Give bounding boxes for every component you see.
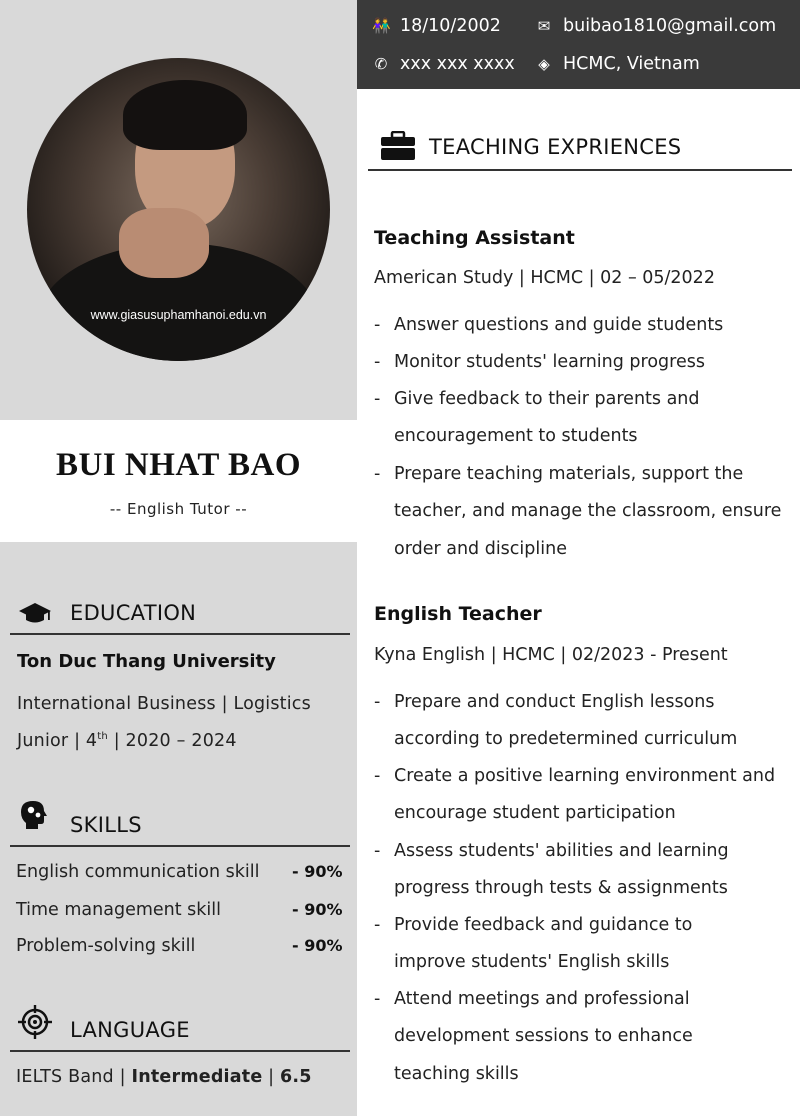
job-bullet: - Assess students' abilities and learning progress through tests & assignments [374, 841, 729, 899]
contact-location [535, 54, 700, 74]
job-bullet-text: Give feedback to their parents and encouragement to students [394, 389, 700, 447]
education-year [17, 731, 237, 751]
phone-value: xxx xxx xxxx [400, 54, 515, 74]
language-separator: | [262, 1067, 281, 1087]
skills-title: SKILLS [70, 813, 142, 837]
contact-phone [372, 54, 515, 74]
job-bullet: - Create a positive learning environment and encourage student participation [374, 766, 776, 824]
language-title: LANGUAGE [70, 1018, 190, 1042]
profile-photo-panel [0, 0, 357, 420]
job-bullet-text: Monitor students' learning progress [394, 352, 705, 372]
briefcase-icon [380, 131, 416, 161]
email-value[interactable]: buibao1810@gmail.com [563, 16, 777, 36]
education-year-suffix: | 2020 – 2024 [107, 731, 237, 751]
phone-icon: ✆ [374, 55, 388, 73]
skill-name: Problem-solving skill [16, 936, 196, 956]
job-bullet: - Monitor students' learning progress [374, 352, 705, 372]
skill-value: - 90% [292, 936, 343, 955]
job-bullet: - Prepare and conduct English lessons according to predetermined curriculum [374, 692, 738, 750]
contact-bar [357, 0, 800, 89]
job-title: English Teacher [374, 603, 542, 625]
target-icon [18, 1005, 52, 1039]
job-bullet-text: Prepare teaching materials, support the teacher, and manage the classroom, ensure order and discipline [394, 464, 782, 559]
education-title: EDUCATION [70, 601, 197, 625]
contact-birthdate [372, 16, 501, 36]
education-year-prefix: Junior | 4 [17, 731, 98, 751]
candidate-role: -- English Tutor -- [109, 500, 248, 518]
birthdate-value: 18/10/2002 [400, 16, 501, 36]
job-bullet-text: Provide feedback and guidance to improve students' English skills [394, 915, 693, 973]
graduation-cap-icon [18, 599, 52, 627]
job-bullet: - Prepare teaching materials, support the teacher, and manage the classroom, ensure order and discipline [374, 464, 782, 559]
people-icon: 👫 [372, 17, 391, 35]
skill-name: English communication skill [16, 862, 260, 882]
job-bullet: - Provide feedback and guidance to improve students' English skills [374, 915, 693, 973]
location-icon: ◈ [538, 55, 550, 73]
candidate-name: BUI NHAT BAO [56, 447, 301, 483]
job-bullet: - Answer questions and guide students [374, 315, 724, 335]
profile-photo [27, 58, 330, 361]
university-name: Ton Duc Thang University [17, 651, 276, 672]
skill-value: - 90% [292, 862, 343, 881]
experience-title: TEACHING EXPRIENCES [429, 135, 682, 159]
job-bullet-text: Answer questions and guide students [394, 315, 724, 335]
job-title: Teaching Assistant [374, 227, 575, 249]
skills-header [10, 803, 350, 847]
language-prefix: IELTS Band | [16, 1067, 132, 1087]
photo-hand [119, 208, 209, 278]
head-gears-icon [18, 799, 52, 833]
job-bullet-text: Attend meetings and professional development sessions to enhance teaching skills [394, 989, 693, 1084]
language-level [16, 1067, 312, 1087]
skill-value: - 90% [292, 900, 343, 919]
location-value: HCMC, Vietnam [563, 54, 700, 74]
job-meta: American Study | HCMC | 02 – 05/2022 [374, 268, 715, 288]
job-bullet-text: Assess students' abilities and learning progress through tests & assignments [394, 841, 729, 899]
language-level-value: Intermediate [131, 1067, 263, 1087]
job-meta: Kyna English | HCMC | 02/2023 - Present [374, 645, 728, 665]
language-header [10, 1008, 350, 1052]
education-year-sup: th [97, 731, 108, 743]
job-bullet-text: Create a positive learning environment and encourage student participation [394, 766, 776, 824]
contact-email[interactable] [535, 16, 776, 36]
job-bullet: - Give feedback to their parents and encouragement to students [374, 389, 700, 447]
job-bullet: - Attend meetings and professional development sessions to enhance teaching skills [374, 989, 693, 1084]
skill-name: Time management skill [16, 900, 222, 920]
envelope-icon: ✉ [537, 17, 551, 35]
education-major: International Business | Logistics [17, 694, 311, 714]
photo-watermark: www.giasusuphamhanoi.edu.vn [90, 308, 267, 322]
job-bullet-text: Prepare and conduct English lessons according to predetermined curriculum [394, 692, 738, 750]
photo-hair [123, 80, 247, 150]
education-header [10, 591, 350, 635]
language-score: 6.5 [280, 1067, 312, 1087]
experience-header [368, 125, 792, 171]
